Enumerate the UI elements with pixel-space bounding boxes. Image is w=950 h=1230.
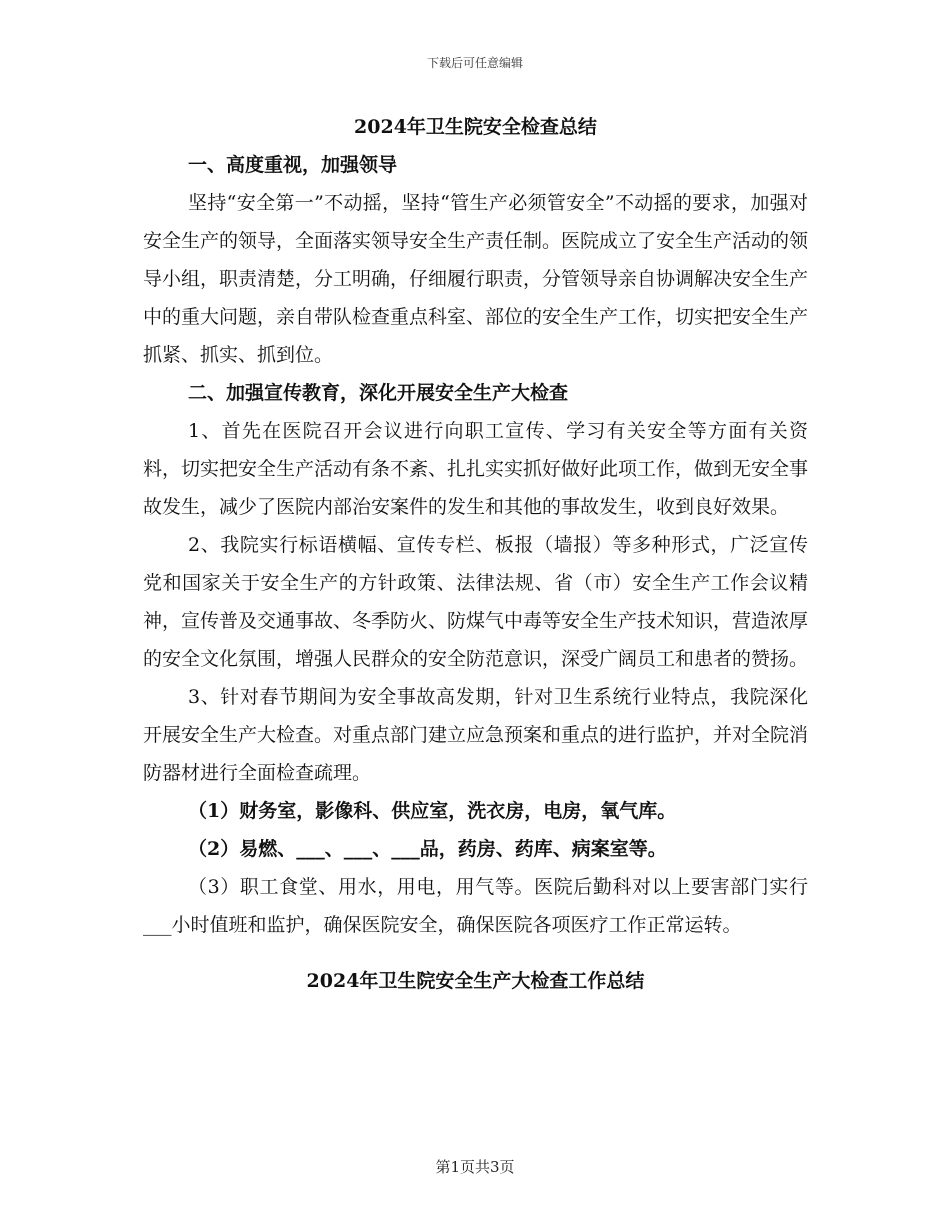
document-title: 2024年卫生院安全检查总结 xyxy=(354,116,597,138)
page-footer: 第1页共3页 xyxy=(435,1158,515,1176)
section1-heading: 一、高度重视，加强领导 xyxy=(188,154,398,176)
second-document-title: 2024年卫生院安全生产大检查工作总结 xyxy=(306,970,645,992)
section2-heading: 二、加强宣传教育，深化开展安全生产大检查 xyxy=(188,382,569,404)
header-note: 下载后可任意编辑 xyxy=(426,56,523,70)
list-item-3: （3）职工食堂、用水，用电，用气等。医院后勤科对以上要害部门实行___小时值班和监护，确保医院安全，确保医院各项医疗工作正常运转。 xyxy=(143,876,808,936)
section2-paragraph-1: 1、首先在医院召开会议进行向职工宣传、学习有关安全等方面有关资料，切实把安全生产活动有条不紊、扎扎实实抓好做好此项工作，做到无安全事故发生，减少了医院内部治安案件的发生和其他的事故发生，收到良好效果。 xyxy=(143,420,809,518)
section2-paragraph-2: 2、我院实行标语横幅、宣传专栏、板报（墙报）等多种形式，广泛宣传党和国家关于安全生产的方针政策、法律法规、省（市）安全生产工作会议精神，宣传普及交通事故、冬季防火、防煤气中毒等安全生产技术知识，营造浓厚的安全文化氛围，增强人民群众的安全防范意识，深受广阔员工和患者的赞扬。 xyxy=(143,534,809,670)
section1-paragraph: 坚持“安全第一”不动摇，坚持“管生产必须管安全”不动摇的要求，加强对安全生产的领导，全面落实领导安全生产责任制。医院成立了安全生产活动的领导小组，职责清楚，分工明确，仔细履行职责，分管领导亲自协调解决安全生产中的重大问题，亲自带队检查重点科室、部位的安全生产工作，切实把安全生产抓紧、抓实、抓到位。 xyxy=(143,192,809,366)
section2-paragraph-3: 3、针对春节期间为安全事故高发期，针对卫生系统行业特点，我院深化开展安全生产大检查。对重点部门建立应急预案和重点的进行监护，并对全院消防器材进行全面检查疏理。 xyxy=(143,686,809,784)
document-body xyxy=(143,108,808,1000)
list-item-2: （2）易燃、___、___、___品，药房、药库、病案室等。 xyxy=(188,838,667,860)
list-item-1: （1）财务室，影像科、供应室，洗衣房，电房，氧气库。 xyxy=(188,800,677,822)
